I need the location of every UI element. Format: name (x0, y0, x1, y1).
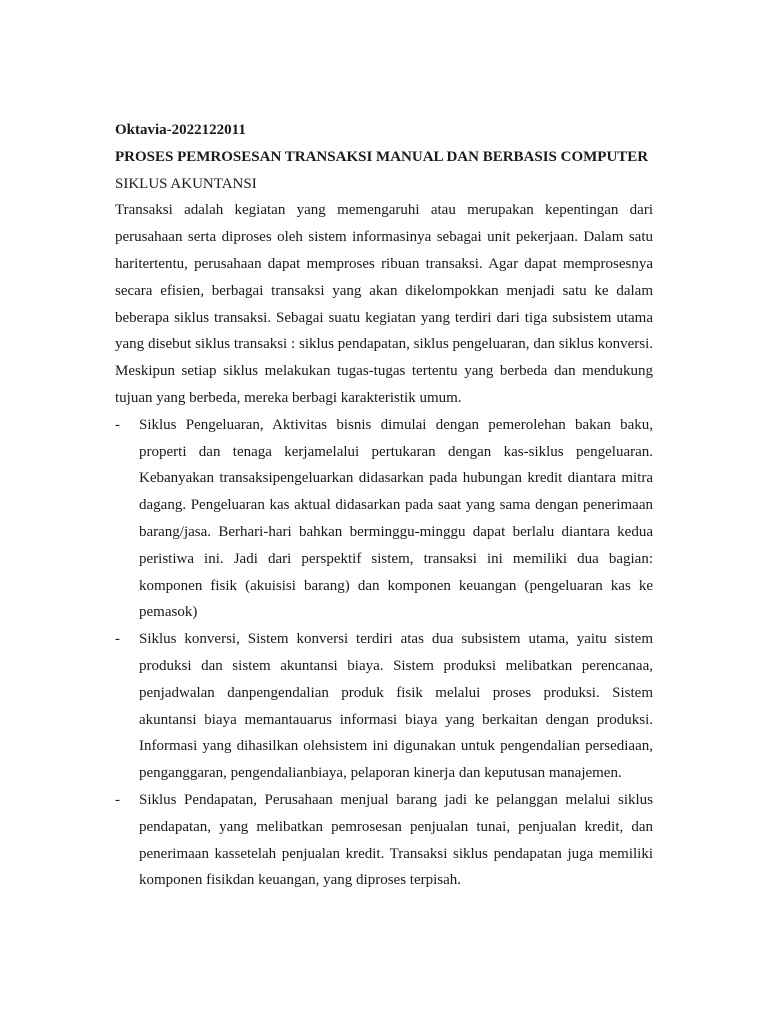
list-item-text: Siklus Pengeluaran, Aktivitas bisnis dimulai dengan pemerolehan bakan baku, properti dan tenaga kerjamelalui pertukaran dengan kas-siklus pengeluaran. Kebanyakan transaksipengeluarkan didasarkan pada hubungan kredit diantara mitra dagang. Pengeluaran kas aktual didasarkan pada saat yang sama dengan penerimaan barang/jasa. Berhari-hari bahkan berminggu-minggu dapat berlalu diantara kedua peristiwa ini. Jadi dari perspektif sistem, transaksi ini memiliki dua bagian: komponen fisik (akuisisi barang) dan komponen keuangan (pengeluaran kas ke pemasok) (139, 416, 653, 621)
cycle-list (115, 412, 653, 894)
dash-bullet: - (115, 631, 120, 648)
section-heading: SIKLUS AKUNTANSI (115, 175, 257, 192)
document-title: PROSES PEMROSESAN TRANSAKSI MANUAL DAN BERBASIS COMPUTER (115, 148, 649, 165)
author-line: Oktavia-2022122011 (115, 122, 246, 138)
dash-bullet: - (115, 791, 120, 808)
document-page (115, 117, 653, 894)
dash-bullet: - (115, 416, 120, 433)
list-item-text: Siklus konversi, Sistem konversi terdiri atas dua subsistem utama, yaitu sistem produksi dan sistem akuntansi biaya. Sistem produksi melibatkan perencanaa, penjadwalan danpengendalian produk fisik melalui proses produksi. Sistem akuntansi biaya memantauarus informasi biaya yang berkaitan dengan produksi. Informasi yang dihasilkan olehsistem ini digunakan untuk pengendalian persediaan, penganggaran, pengendalianbiaya, pelaporan kinerja dan keputusan manajemen. (139, 631, 653, 782)
list-item (115, 412, 653, 626)
list-item (115, 626, 653, 787)
list-item-text: Siklus Pendapatan, Perusahaan menjual barang jadi ke pelanggan melalui siklus pendapatan, yang melibatkan pemrosesan penjualan tunai, penjualan kredit, dan penerimaan kassetelah penjualan kredit. Transaksi siklus pendapatan juga memiliki komponen fisikdan keuangan, yang diproses terpisah. (139, 791, 653, 889)
list-item (115, 787, 653, 894)
intro-paragraph: Transaksi adalah kegiatan yang memengaruhi atau merupakan kepentingan dari perusahaan serta diproses oleh sistem informasinya sebagai unit pekerjaan. Dalam satu haritertentu, perusahaan dapat memproses ribuan transaksi. Agar dapat memprosesnya secara efisien, berbagai transaksi yang akan dikelompokkan menjadi satu ke dalam beberapa siklus transaksi. Sebagai suatu kegiatan yang terdiri dari tiga subsistem utama yang disebut siklus transaksi : siklus pendapatan, siklus pengeluaran, dan siklus konversi. Meskipun setiap siklus melakukan tugas-tugas tertentu yang berbeda dan mendukung tujuan yang berbeda, mereka berbagi karakteristik umum. (115, 202, 653, 406)
